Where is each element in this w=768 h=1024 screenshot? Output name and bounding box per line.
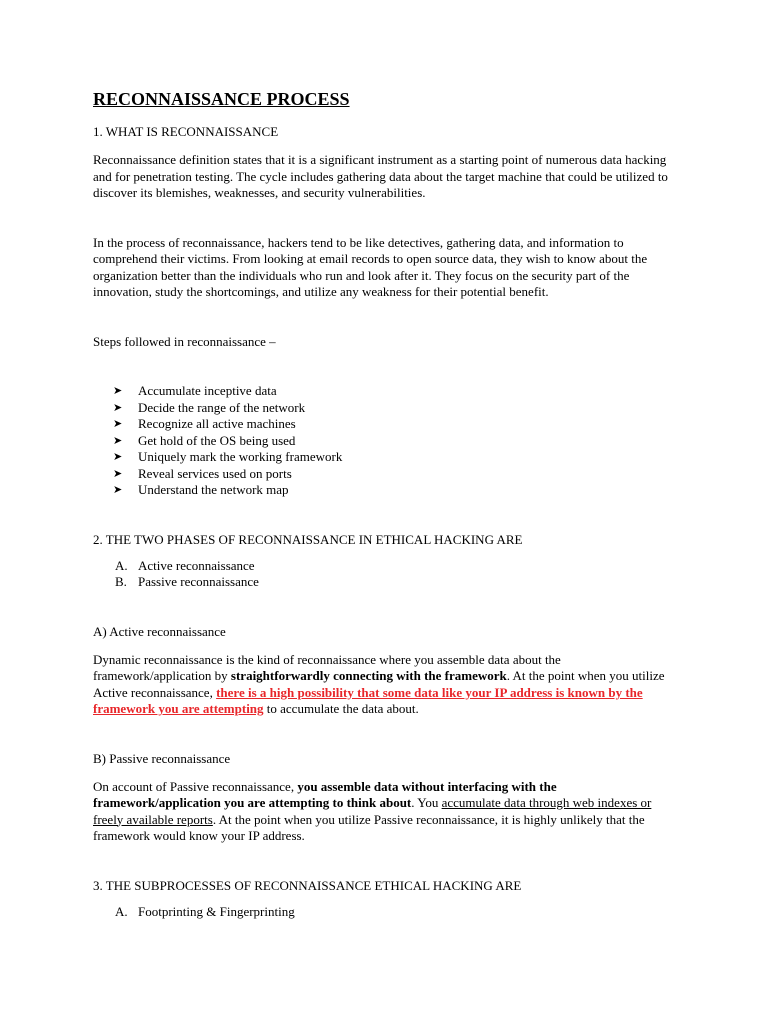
list-item xyxy=(115,574,678,591)
section-3-heading: 3. THE SUBPROCESSES OF RECONNAISSANCE ETHICAL HACKING ARE xyxy=(93,877,522,893)
passive-reconnaissance-heading: B) Passive reconnaissance xyxy=(93,750,231,766)
steps-intro: Steps followed in reconnaissance – xyxy=(93,333,276,349)
subprocess-label: Footprinting & Fingerprinting xyxy=(138,903,295,919)
list-item xyxy=(113,400,678,417)
arrow-bullet-icon: ➤ xyxy=(113,467,123,480)
step-label: Decide the range of the network xyxy=(138,399,306,415)
list-marker: A. xyxy=(115,903,128,919)
active-text-2: . At the point when you utilize Active reconnaissance, xyxy=(93,668,665,700)
active-text-3: to accumulate the data about. xyxy=(263,701,419,716)
section-1-heading: 1. WHAT IS RECONNAISSANCE xyxy=(93,124,279,139)
arrow-bullet-icon: ➤ xyxy=(113,434,123,447)
list-item xyxy=(113,482,678,499)
subprocesses-list xyxy=(93,904,678,921)
list-item xyxy=(113,416,678,433)
active-text-1: Dynamic reconnaissance is the kind of reconnaissance where you assemble data about the framework/application by xyxy=(93,651,561,683)
list-item xyxy=(113,466,678,483)
passive-text-3: . At the point when you utilize Passive reconnaissance, it is highly unlikely that the framework would know your IP address. xyxy=(93,811,645,843)
section-1-paragraph-1: Reconnaissance definition states that it is a significant instrument as a starting point of numerous data hacking and for penetration testing. The cycle includes gathering data about the target machine that could be utilized to discover its blemishes, weaknesses, and security vulnerabilities. xyxy=(93,152,668,200)
passive-underline: accumulate data through web indexes or freely available reports xyxy=(93,795,652,827)
section-2-heading: 2. THE TWO PHASES OF RECONNAISSANCE IN ETHICAL HACKING ARE xyxy=(93,531,523,547)
arrow-bullet-icon: ➤ xyxy=(113,385,123,397)
arrow-bullet-icon: ➤ xyxy=(113,401,123,414)
document-title: RECONNAISSANCE PROCESS xyxy=(93,89,350,109)
step-label: Uniquely mark the working framework xyxy=(138,449,343,464)
section-1-paragraph-2: In the process of reconnaissance, hackers tend to be like detectives, gathering data, and information to comprehend their victims. From looking at email records to open source data, they wish to know about the organization better than the individuals who run and look after it. They focus on the security part of the innovation, study the shortcomings, and utilize any weakness for their potential benefit. xyxy=(93,234,648,299)
arrow-bullet-icon: ➤ xyxy=(113,484,123,496)
list-item xyxy=(115,904,678,921)
step-label: Get hold of the OS being used xyxy=(138,432,296,448)
arrow-bullet-icon: ➤ xyxy=(113,418,123,430)
phases-list xyxy=(93,558,678,591)
phase-label: Active reconnaissance xyxy=(138,557,255,573)
passive-reconnaissance-paragraph xyxy=(93,779,678,845)
steps-list xyxy=(93,383,678,499)
phase-label: Passive reconnaissance xyxy=(138,574,259,589)
list-item xyxy=(113,383,678,400)
active-highlight: there is a high possibility that some data like your IP address is known by the framework you are attempting xyxy=(93,684,643,716)
document-page xyxy=(93,88,678,920)
step-label: Recognize all active machines xyxy=(138,416,296,431)
list-item xyxy=(113,433,678,450)
step-label: Understand the network map xyxy=(138,482,289,497)
list-item xyxy=(113,449,678,466)
step-label: Reveal services used on ports xyxy=(138,465,292,481)
list-marker: B. xyxy=(115,574,127,589)
list-marker: A. xyxy=(115,557,128,573)
passive-text-1: On account of Passive reconnaissance, xyxy=(93,778,298,794)
active-reconnaissance-heading: A) Active reconnaissance xyxy=(93,623,226,639)
active-bold-1: straightforwardly connecting with the framework xyxy=(230,668,507,683)
list-item xyxy=(115,558,678,575)
arrow-bullet-icon: ➤ xyxy=(113,451,123,463)
step-label: Accumulate inceptive data xyxy=(138,383,277,398)
active-reconnaissance-paragraph xyxy=(93,652,678,718)
passive-bold-1: you assemble data without interfacing with the framework/application you are attempting to think about xyxy=(93,778,557,810)
passive-text-2: . You xyxy=(411,795,442,810)
